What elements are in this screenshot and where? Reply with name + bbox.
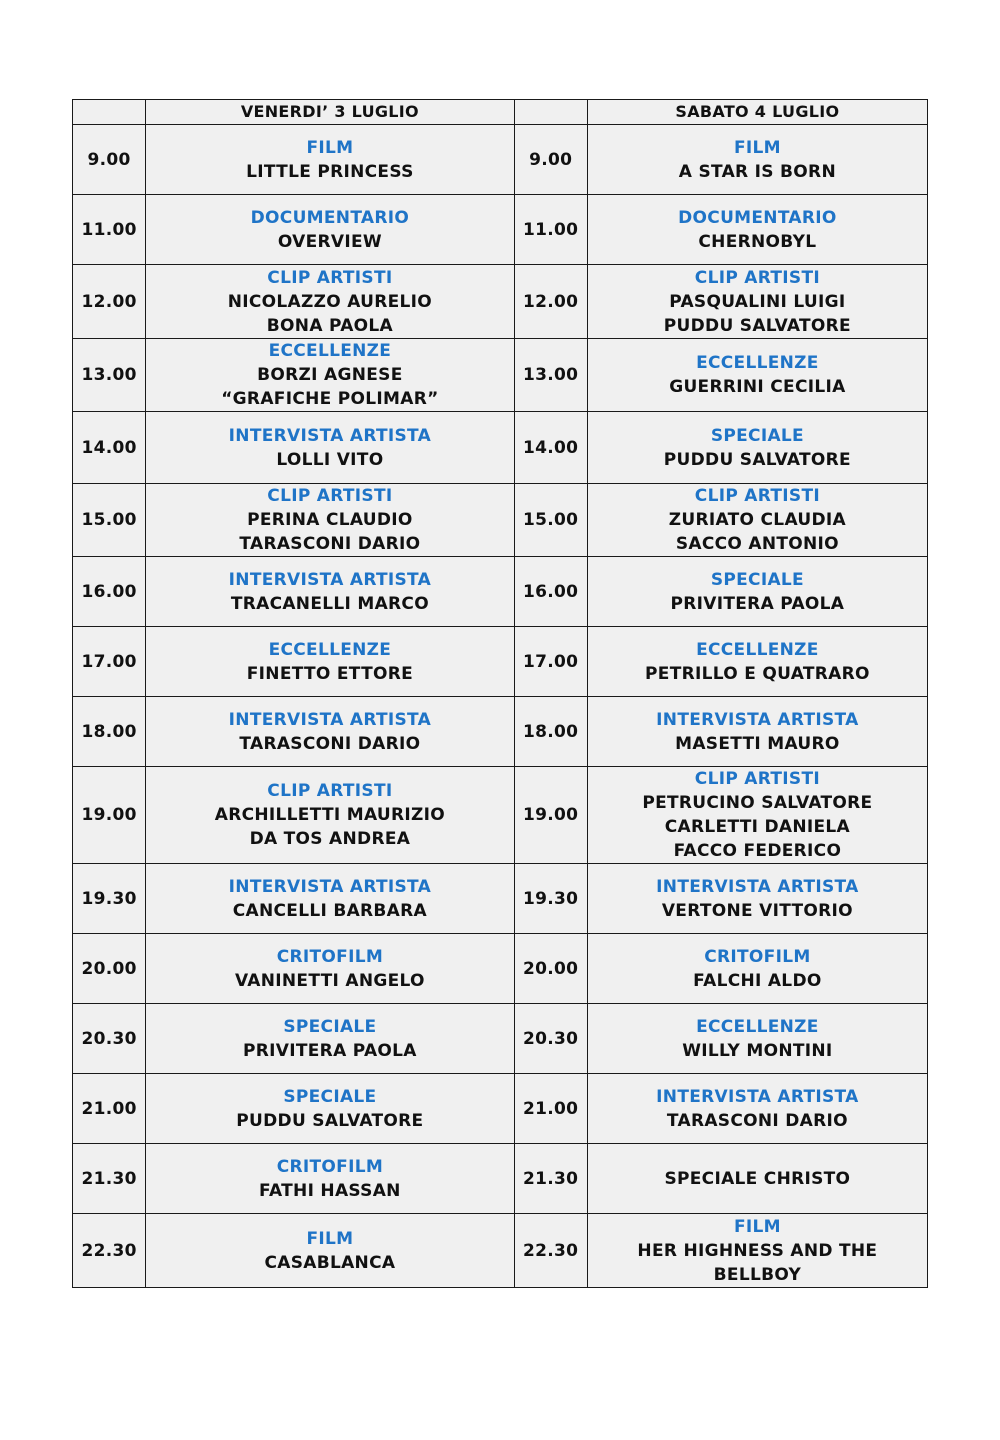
program-cell-day2	[587, 697, 927, 767]
schedule-row	[73, 484, 928, 557]
program-category: FILM	[733, 1216, 781, 1237]
program-title-line: TARASCONI DARIO	[239, 733, 421, 754]
program-title-line: “GRAFICHE POLIMAR”	[221, 389, 439, 409]
schedule-table	[72, 99, 928, 1288]
time-cell-day2: 20.00	[514, 934, 587, 1004]
program-title-line: PRIVITERA PAOLA	[243, 1040, 417, 1061]
program-cell-day1	[146, 1214, 514, 1288]
program-category: INTERVISTA ARTISTA	[656, 876, 859, 897]
time-cell-day2: 15.00	[514, 484, 587, 557]
program-cell-day1	[146, 195, 514, 265]
program-cell-day2	[587, 627, 927, 697]
program-cell-day2	[587, 265, 927, 339]
program-cell-day1	[146, 484, 514, 557]
time-cell-day1: 18.00	[73, 697, 146, 767]
schedule-row	[73, 934, 928, 1004]
program-title-line: PUDDU SALVATORE	[236, 1110, 424, 1131]
program-cell-day1	[146, 557, 514, 627]
program-title-line: BORZI AGNESE	[257, 365, 403, 385]
time-cell-day1: 21.30	[73, 1144, 146, 1214]
program-cell-day1	[146, 1144, 514, 1214]
program-cell-day1	[146, 697, 514, 767]
time-cell-day1: 15.00	[73, 484, 146, 557]
program-cell-day1	[146, 864, 514, 934]
header-time-cell-day2	[514, 100, 587, 125]
time-cell-day2: 14.00	[514, 412, 587, 484]
program-title-line: LOLLI VITO	[276, 449, 384, 470]
time-cell-day2: 16.00	[514, 557, 587, 627]
time-cell-day1: 13.00	[73, 339, 146, 412]
program-cell-day2	[587, 125, 927, 195]
time-cell-day1: 12.00	[73, 265, 146, 339]
schedule-row	[73, 412, 928, 484]
program-category: ECCELLENZE	[268, 341, 392, 361]
program-category: CLIP ARTISTI	[694, 267, 820, 288]
program-cell-day1	[146, 1074, 514, 1144]
header-day2: SABATO 4 LUGLIO	[587, 100, 927, 125]
program-title-line: PETRILLO E QUATRARO	[645, 663, 870, 684]
time-cell-day2: 13.00	[514, 339, 587, 412]
program-title-line: PASQUALINI LUIGI	[669, 291, 846, 312]
time-cell-day2: 9.00	[514, 125, 587, 195]
program-title-line: FINETTO ETTORE	[246, 663, 414, 684]
time-cell-day2: 19.00	[514, 767, 587, 864]
program-category: CLIP ARTISTI	[267, 781, 393, 801]
program-category: SPECIALE	[283, 1016, 377, 1037]
program-category: SPECIALE	[710, 569, 804, 590]
schedule-row	[73, 1074, 928, 1144]
program-category: FILM	[306, 1228, 354, 1249]
time-cell-day1: 17.00	[73, 627, 146, 697]
program-category: DOCUMENTARIO	[678, 207, 837, 228]
program-title-line: OVERVIEW	[277, 231, 382, 252]
program-cell-day2	[587, 557, 927, 627]
schedule-body	[73, 100, 928, 1288]
time-cell-day2: 12.00	[514, 265, 587, 339]
program-category: ECCELLENZE	[696, 639, 819, 660]
program-cell-day2	[587, 339, 927, 412]
header-day1: VENERDI’ 3 LUGLIO	[146, 100, 514, 125]
program-category: ECCELLENZE	[696, 353, 819, 373]
program-title-line: PUDDU SALVATORE	[663, 315, 851, 336]
time-cell-day1: 20.00	[73, 934, 146, 1004]
program-category: CLIP ARTISTI	[267, 267, 393, 288]
program-title-line: BELLBOY	[713, 1264, 802, 1285]
time-cell-day1: 19.30	[73, 864, 146, 934]
time-cell-day1: 11.00	[73, 195, 146, 265]
program-title-line: BONA PAOLA	[266, 315, 393, 336]
program-cell-day1	[146, 1004, 514, 1074]
program-title-line: NICOLAZZO AURELIO	[227, 291, 433, 312]
program-category: CLIP ARTISTI	[694, 486, 820, 506]
program-cell-day2	[587, 1214, 927, 1288]
program-category: CLIP ARTISTI	[267, 486, 393, 506]
schedule-row	[73, 627, 928, 697]
program-cell-day2	[587, 1144, 927, 1214]
program-title-line: VANINETTI ANGELO	[234, 970, 425, 991]
program-title-line: SPECIALE CHRISTO	[664, 1168, 851, 1189]
program-title-line: PERINA CLAUDIO	[247, 510, 413, 530]
program-title-line: LITTLE PRINCESS	[246, 161, 414, 182]
program-title-line: FATHI HASSAN	[259, 1180, 401, 1201]
time-cell-day2: 22.30	[514, 1214, 587, 1288]
time-cell-day1: 9.00	[73, 125, 146, 195]
program-category: CRITOFILM	[704, 946, 811, 967]
program-category: DOCUMENTARIO	[250, 207, 410, 228]
program-cell-day1	[146, 627, 514, 697]
program-title-line: TRACANELLI MARCO	[230, 593, 429, 614]
schedule-row	[73, 339, 928, 412]
program-category: SPECIALE	[283, 1086, 377, 1107]
program-cell-day2	[587, 934, 927, 1004]
program-cell-day1	[146, 412, 514, 484]
program-title-line: SACCO ANTONIO	[675, 534, 839, 554]
time-cell-day2: 21.00	[514, 1074, 587, 1144]
time-cell-day2: 18.00	[514, 697, 587, 767]
time-cell-day1: 16.00	[73, 557, 146, 627]
program-title-line: CARLETTI DANIELA	[664, 817, 850, 837]
schedule-row	[73, 697, 928, 767]
program-cell-day2	[587, 864, 927, 934]
time-cell-day2: 20.30	[514, 1004, 587, 1074]
time-cell-day2: 19.30	[514, 864, 587, 934]
program-category: CRITOFILM	[276, 946, 384, 967]
program-title-line: PUDDU SALVATORE	[663, 449, 851, 470]
schedule-row	[73, 864, 928, 934]
program-category: FILM	[733, 137, 781, 158]
program-title-line: A STAR IS BORN	[678, 161, 836, 182]
program-title-line: GUERRINI CECILIA	[669, 377, 846, 397]
program-title-line: ARCHILLETTI MAURIZIO	[214, 805, 446, 825]
time-cell-day1: 20.30	[73, 1004, 146, 1074]
program-category: INTERVISTA ARTISTA	[656, 709, 859, 730]
schedule-row	[73, 265, 928, 339]
program-cell-day2	[587, 1074, 927, 1144]
program-cell-day2	[587, 412, 927, 484]
schedule-row	[73, 195, 928, 265]
program-title-line: FALCHI ALDO	[693, 970, 822, 991]
time-cell-day2: 17.00	[514, 627, 587, 697]
time-cell-day1: 21.00	[73, 1074, 146, 1144]
program-category: CRITOFILM	[276, 1156, 384, 1177]
program-title-line: PETRUCINO SALVATORE	[642, 793, 873, 813]
time-cell-day1: 22.30	[73, 1214, 146, 1288]
program-title-line: WILLY MONTINI	[682, 1040, 833, 1061]
schedule-row	[73, 767, 928, 864]
schedule-row	[73, 125, 928, 195]
program-title-line: VERTONE VITTORIO	[661, 900, 853, 921]
program-title-line: CHERNOBYL	[698, 231, 817, 252]
program-cell-day1	[146, 934, 514, 1004]
program-category: ECCELLENZE	[696, 1016, 819, 1037]
time-cell-day2: 21.30	[514, 1144, 587, 1214]
program-title-line: MASETTI MAURO	[675, 733, 840, 754]
program-category: INTERVISTA ARTISTA	[228, 569, 432, 590]
program-cell-day1	[146, 125, 514, 195]
program-title-line: TARASCONI DARIO	[666, 1110, 848, 1131]
program-cell-day1	[146, 265, 514, 339]
program-title-line: CANCELLI BARBARA	[232, 900, 427, 921]
program-category: ECCELLENZE	[268, 639, 392, 660]
program-title-line: DA TOS ANDREA	[249, 829, 411, 849]
schedule-row	[73, 557, 928, 627]
program-category: FILM	[306, 137, 354, 158]
schedule-row	[73, 1214, 928, 1288]
program-category: INTERVISTA ARTISTA	[228, 876, 432, 897]
program-category: INTERVISTA ARTISTA	[228, 709, 432, 730]
program-cell-day1	[146, 339, 514, 412]
program-title-line: TARASCONI DARIO	[239, 534, 421, 554]
header-row	[73, 100, 928, 125]
time-cell-day2: 11.00	[514, 195, 587, 265]
program-title-line: CASABLANCA	[264, 1252, 396, 1273]
program-title-line: FACCO FEDERICO	[673, 841, 842, 861]
program-category: CLIP ARTISTI	[694, 769, 820, 789]
program-title-line: PRIVITERA PAOLA	[670, 593, 845, 614]
program-category: INTERVISTA ARTISTA	[228, 425, 432, 446]
program-cell-day2	[587, 484, 927, 557]
program-title-line: HER HIGHNESS AND THE	[637, 1240, 878, 1261]
program-title-line: ZURIATO CLAUDIA	[668, 510, 846, 530]
header-time-cell-day1	[73, 100, 146, 125]
program-cell-day2	[587, 767, 927, 864]
time-cell-day1: 14.00	[73, 412, 146, 484]
schedule-row	[73, 1144, 928, 1214]
program-category: SPECIALE	[710, 425, 804, 446]
program-cell-day2	[587, 1004, 927, 1074]
program-cell-day1	[146, 767, 514, 864]
schedule-row	[73, 1004, 928, 1074]
time-cell-day1: 19.00	[73, 767, 146, 864]
program-cell-day2	[587, 195, 927, 265]
program-category: INTERVISTA ARTISTA	[656, 1086, 859, 1107]
